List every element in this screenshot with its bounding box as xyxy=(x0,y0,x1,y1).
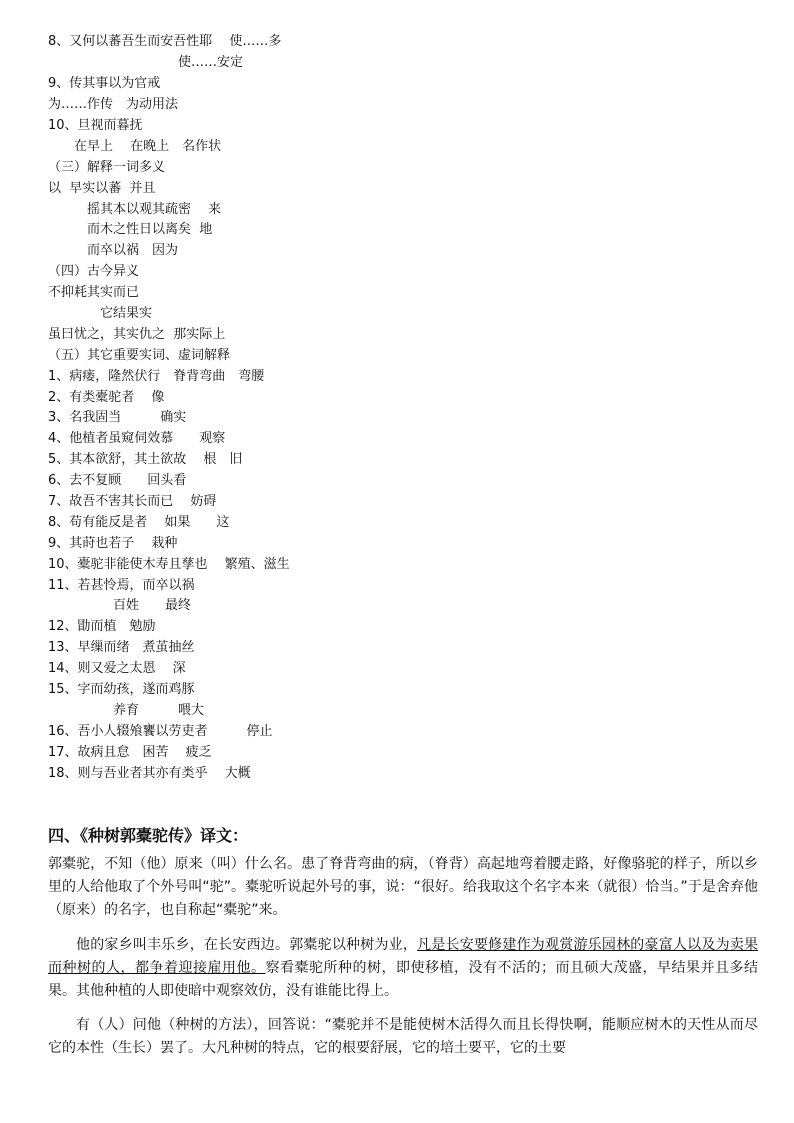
note-line: 13、早缫而绪 煮茧抽丝 xyxy=(48,640,195,655)
section-title: （三）解释一词多义 xyxy=(48,160,166,175)
note-line: 17、故病且怠 困苦 疲乏 xyxy=(48,745,212,760)
paragraph-text: 他的家乡叫丰乐乡，在长安西边。郭橐驼以种树为业， xyxy=(76,937,418,953)
note-line: 10、旦视而暮抚 xyxy=(48,118,143,133)
note-line: 10、橐驼非能使木寿且孳也 繁殖、滋生 xyxy=(48,557,290,572)
note-line: 5、其本欲舒，其土欲故 根 旧 xyxy=(48,452,243,467)
note-line: 而木之性日以离矣 地 xyxy=(48,222,213,237)
note-line: 3、名我固当 确实 xyxy=(48,410,187,425)
note-line: 2、有类橐驼者 像 xyxy=(48,390,165,405)
translation-paragraph-3: 有（人）问他（种树的方法），回答说：“橐驼并不是能使树木活得久而且长得快啊，能顺应树木的天性从而尽它的本性（生长）罢了。大凡种树的特点，它的根要舒展，它的培土要平，它的土要 xyxy=(48,1017,758,1056)
note-line: 以 早实以蕃 并且 xyxy=(48,181,156,196)
note-line: 8、又何以蕃吾生而安吾性耶 使……多 xyxy=(48,34,282,49)
note-line: 12、勖而植 勉励 xyxy=(48,619,156,634)
underlined-text: 凡是长安要修建作为观赏游乐园林的豪富人以及为卖果而种树的人，都争着迎接雇用他。 xyxy=(48,937,759,976)
note-line: 11、若甚怜焉，而卒以祸 xyxy=(48,578,195,593)
note-line: 使……安定 xyxy=(48,55,244,70)
note-line: 虽曰忧之，其实仇之 那实际上 xyxy=(48,327,226,342)
note-line: 9、其莳也若子 栽种 xyxy=(48,536,178,551)
note-line: 8、苟有能反是者 如果 这 xyxy=(48,515,230,530)
translation-heading: 四、《种树郭橐驼传》译文： xyxy=(48,826,249,845)
note-line: 16、吾小人辍飧饔以劳吏者 停止 xyxy=(48,724,273,739)
translation-paragraph-1: 郭橐驼，不知（他）原来（叫）什么名。患了脊背弯曲的病，（脊背）高起地弯着腰走路，好像骆驼的样子，所以乡里的人给他取了个外号叫“驼”。橐驼听说起外号的事，说：“很好。给我取这个名字本来（就很）恰当。”于是舍弃他（原来）的名字，也自称起“橐驼”来。 xyxy=(48,856,758,918)
note-line: 百姓 最终 xyxy=(48,598,192,613)
note-line: 而卒以祸 因为 xyxy=(48,243,179,258)
note-line: 4、他植者虽窥伺效慕 观察 xyxy=(48,431,226,446)
note-line: 6、去不复顾 回头看 xyxy=(48,473,187,488)
note-line: 15、字而幼孩，遂而鸡豚 xyxy=(48,682,195,697)
note-line: 7、故吾不害其长而已 妨碍 xyxy=(48,494,217,509)
section-title: （五）其它重要实词、虚词解释 xyxy=(48,348,231,363)
note-line: 9、传其事以为官戒 xyxy=(48,76,161,91)
note-line: 14、则又爱之太恩 深 xyxy=(48,661,186,676)
note-line: 18、则与吾业者其亦有类乎 大概 xyxy=(48,766,251,781)
note-line: 不抑耗其实而已 xyxy=(48,285,140,300)
note-line: 摇其本以观其疏密 来 xyxy=(48,202,222,217)
note-line: 在早上 在晚上 名作状 xyxy=(48,139,222,154)
note-line: 1、病瘘，隆然伏行 脊背弯曲 弯腰 xyxy=(48,369,265,384)
note-line: 它结果实 xyxy=(48,306,153,321)
note-line: 为……作传 为动用法 xyxy=(48,97,179,112)
note-line: 养育 喂大 xyxy=(48,703,205,718)
section-title: （四）古今异义 xyxy=(48,264,140,279)
paragraph-text: 察看橐驼所种的树，即使移植，没有不活的；而且硕大茂盛，早结果并且多结果。其他种植的人即使暗中观察效仿，没有谁能比得上。 xyxy=(48,960,758,999)
translation-paragraph-2 xyxy=(48,934,758,1003)
